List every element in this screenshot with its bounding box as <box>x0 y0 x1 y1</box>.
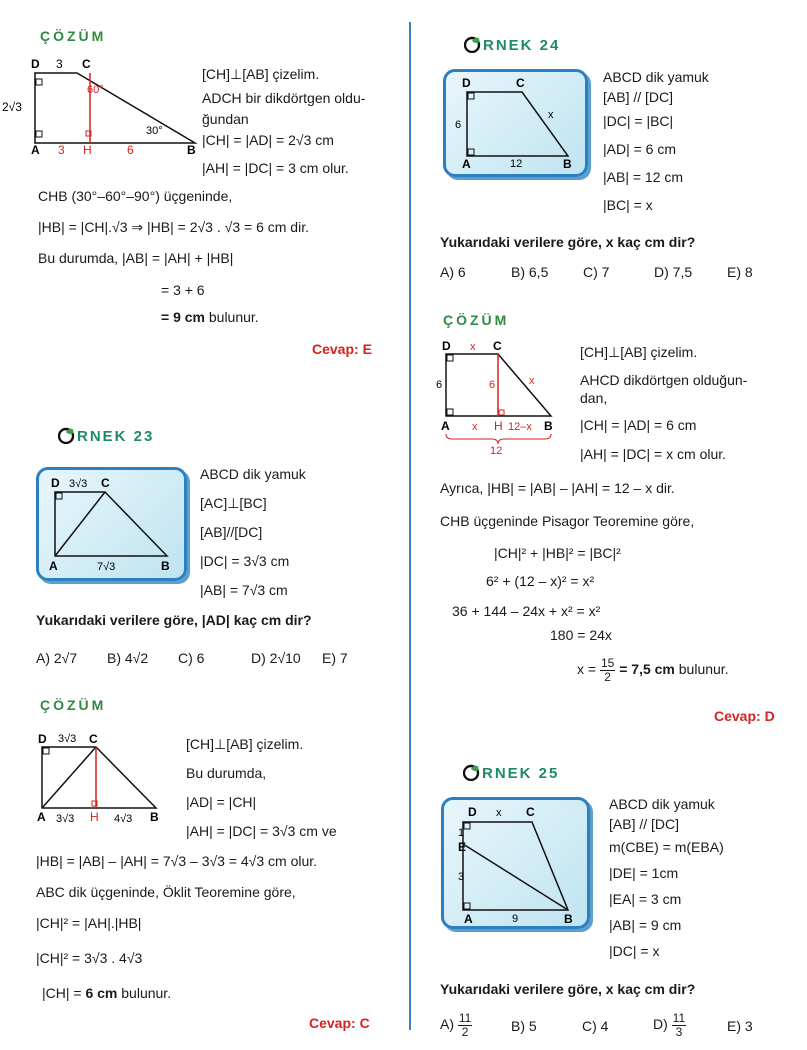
fraction <box>672 1012 686 1039</box>
text-line: 36 + 144 – 24x + x² = x² <box>452 603 601 619</box>
label-x-side: x <box>529 375 535 387</box>
label-ch: 6 <box>489 379 496 391</box>
o-leaf-icon <box>464 36 481 53</box>
result-tail: bulunur. <box>678 661 729 678</box>
choice-d[interactable] <box>653 1012 686 1039</box>
trapezoid-figure-solution1 <box>0 55 200 155</box>
question-text: Yukarıdaki verilere göre, |AD| kaç cm dir? <box>36 612 312 628</box>
text-line: [AB] // [DC] <box>603 89 674 105</box>
text-line: AHCD dikdörtgen olduğun- <box>580 372 748 388</box>
example23-figure-box <box>36 467 187 581</box>
solution-heading: ÇÖZÜM <box>40 28 107 44</box>
text-line: |HB| = |CH|.√3 ⇒ |HB| = 2√3 . √3 = 6 cm dir. <box>38 219 309 235</box>
choice-d[interactable]: D) 7,5 <box>654 264 693 280</box>
choice-b[interactable]: B) 6,5 <box>511 264 549 280</box>
label-dc-3: 3 <box>56 57 63 71</box>
answer-label: Cevap: D <box>714 708 775 724</box>
text-line: |AB| = 7√3 cm <box>200 582 288 598</box>
label-x: x <box>496 807 502 819</box>
label-D: D <box>51 476 60 490</box>
text-line: |CH| = |AD| = 6 cm <box>580 417 697 433</box>
label-C: C <box>82 57 91 71</box>
result-tail: bulunur. <box>208 309 259 325</box>
label-angle-30: 30° <box>146 125 163 137</box>
text-line: |AB| = 12 cm <box>603 169 684 185</box>
example23-givens <box>200 460 306 605</box>
text-line: |DC| = |BC| <box>603 113 674 129</box>
label-ad: 6 <box>436 379 443 391</box>
label-A: A <box>31 143 40 155</box>
label-ah-3: 3 <box>58 143 65 155</box>
example-heading <box>463 764 559 782</box>
text-line: ABCD dik yamuk <box>609 796 715 812</box>
trapezoid-figure-example24 <box>446 72 585 174</box>
label-dc: 3√3 <box>58 733 77 745</box>
example25-givens <box>609 794 724 964</box>
label-A: A <box>37 810 46 824</box>
text-line: Ayrıca, |HB| = |AB| – |AH| = 12 – x dir. <box>440 480 675 496</box>
text-line: ADCH bir dikdörtgen oldu- <box>202 90 366 106</box>
example24-givens <box>603 67 709 219</box>
choice-a[interactable]: A) 2√7 <box>36 650 78 666</box>
text-line: |CH| = |AD| = 2√3 cm <box>202 132 334 148</box>
label-A: A <box>441 419 450 433</box>
text-line: = 3 + 6 <box>161 282 205 298</box>
label-D: D <box>468 805 477 819</box>
label-hb: 12–x <box>508 421 532 433</box>
solution2-givens <box>186 730 337 846</box>
choice-e[interactable]: E) 8 <box>727 264 753 280</box>
example-title: RNEK 23 <box>77 428 155 445</box>
label-hb-6: 6 <box>127 143 134 155</box>
solution1-givens <box>202 62 365 180</box>
solution-heading: ÇÖZÜM <box>40 697 107 713</box>
example-title: RNEK 25 <box>482 765 560 782</box>
fraction-denominator: 2 <box>604 670 611 684</box>
text-line: |AD| = |CH| <box>186 794 257 810</box>
text-line: |AH| = |DC| = 3√3 cm ve <box>186 823 337 839</box>
text-line: ABCD dik yamuk <box>200 466 306 482</box>
label-de: 1 <box>458 827 465 839</box>
label-H: H <box>83 143 92 155</box>
label-D: D <box>38 732 47 746</box>
solution3-givens <box>580 340 747 467</box>
example-heading <box>464 36 560 54</box>
result-value: 6 cm <box>85 985 118 1001</box>
fraction-denominator: 2 <box>461 1025 469 1039</box>
example25-figure-box <box>441 797 590 929</box>
fraction-numerator: 11 <box>672 1011 686 1025</box>
label-ab: 12 <box>510 158 523 170</box>
text-line: Bu durumda, <box>186 765 267 781</box>
text-line: ABCD dik yamuk <box>603 69 709 85</box>
choice-c[interactable]: C) 6 <box>178 650 205 666</box>
text-line: |DE| = 1cm <box>609 865 679 881</box>
text-line: |AH| = |DC| = x cm olur. <box>580 446 727 462</box>
text-line: [CH]⊥[AB] çizelim. <box>580 344 698 360</box>
label-H: H <box>90 810 99 824</box>
text-line: |CH|² = |AH|.|HB| <box>36 915 142 931</box>
text-line: CHB (30°–60°–90°) üçgeninde, <box>38 188 233 204</box>
text-line: |HB| = |AB| – |AH| = 7√3 – 3√3 = 4√3 cm olur. <box>36 853 318 869</box>
text-line: |BC| = x <box>603 197 653 213</box>
label-H: H <box>494 419 503 433</box>
trapezoid-figure-solution3 <box>432 338 567 456</box>
label-ad: 2√3 <box>2 100 22 114</box>
result-value: = 7,5 cm <box>619 661 675 678</box>
label-C: C <box>89 732 98 746</box>
fraction-numerator: 11 <box>458 1011 472 1025</box>
choice-e[interactable]: E) 7 <box>322 650 348 666</box>
choice-c[interactable]: C) 7 <box>583 264 610 280</box>
label-ab: 9 <box>512 913 519 925</box>
text-line: [AC]⊥[BC] <box>200 495 267 511</box>
text-line: |DC| = 3√3 cm <box>200 553 290 569</box>
text-line: 180 = 24x <box>550 627 612 643</box>
result-prefix: x = <box>577 661 597 678</box>
choice-e[interactable]: E) 3 <box>727 1018 753 1034</box>
trapezoid-figure-solution2 <box>34 729 169 824</box>
fraction <box>600 657 615 684</box>
label-B: B <box>150 810 159 824</box>
label-B: B <box>544 419 553 433</box>
label-B: B <box>564 912 573 926</box>
question-text: Yukarıdaki verilere göre, x kaç cm dir? <box>440 981 696 997</box>
trapezoid-figure-example25 <box>444 800 587 926</box>
label-ab: 12 <box>490 445 503 456</box>
result-prefix: |CH| = <box>42 985 82 1001</box>
text-line: |CH|² + |HB|² = |BC|² <box>494 545 621 561</box>
choice-label: A) <box>440 1016 454 1033</box>
label-hb: 4√3 <box>114 813 133 824</box>
o-leaf-icon <box>58 427 75 444</box>
choice-b[interactable]: B) 4√2 <box>107 650 149 666</box>
solution-heading: ÇÖZÜM <box>443 312 510 328</box>
text-line: |DC| = x <box>609 943 660 959</box>
label-ad: 6 <box>455 119 462 131</box>
label-A: A <box>464 912 473 926</box>
text-line: ABC dik üçgeninde, Öklit Teoremine göre, <box>36 884 296 900</box>
choice-b[interactable]: B) 5 <box>511 1018 537 1034</box>
fraction <box>458 1012 472 1039</box>
text-line: Bu durumda, |AB| = |AH| + |HB| <box>38 250 234 266</box>
text-line: m(CBE) = m(EBA) <box>609 839 724 855</box>
label-C: C <box>493 339 502 353</box>
choice-d[interactable]: D) 2√10 <box>251 650 301 666</box>
label-C: C <box>516 76 525 90</box>
label-B: B <box>563 157 572 171</box>
trapezoid-figure-example23 <box>39 470 184 578</box>
label-ab: 7√3 <box>97 561 116 573</box>
question-text: Yukarıdaki verilere göre, x kaç cm dir? <box>440 234 696 250</box>
label-A: A <box>49 559 58 573</box>
text-line: |AH| = |DC| = 3 cm olur. <box>202 160 349 176</box>
fraction-numerator: 15 <box>600 656 615 670</box>
example-heading <box>58 427 154 445</box>
text-line: |EA| = 3 cm <box>609 891 682 907</box>
example-title: RNEK 24 <box>483 37 561 54</box>
label-x-bottom: x <box>472 421 478 433</box>
label-A: A <box>462 157 471 171</box>
label-B: B <box>161 559 170 573</box>
example24-figure-box <box>443 69 588 177</box>
text-line: [AB] // [DC] <box>609 816 680 832</box>
text-line: 6² + (12 – x)² = x² <box>486 573 595 589</box>
label-x-top: x <box>470 341 476 353</box>
label-C: C <box>526 805 535 819</box>
column-divider <box>409 22 411 1030</box>
label-E: E <box>458 840 467 854</box>
choice-a[interactable] <box>440 1012 472 1039</box>
label-angle-60: 60° <box>87 84 104 96</box>
answer-label: Cevap: E <box>312 341 372 357</box>
fraction-denominator: 3 <box>675 1025 683 1039</box>
result-value: = 9 cm <box>161 309 205 325</box>
text-line: [CH]⊥[AB] çizelim. <box>202 66 320 82</box>
text-line: |AD| = 6 cm <box>603 141 677 157</box>
result-line <box>161 309 259 325</box>
text-line: ğundan <box>202 111 249 127</box>
result-line <box>577 657 729 684</box>
label-dc: 3√3 <box>69 478 88 490</box>
label-D: D <box>442 339 451 353</box>
choice-label: D) <box>653 1016 668 1033</box>
text-line: dan, <box>580 390 608 406</box>
label-ea: 3 <box>458 871 465 883</box>
text-line: CHB üçgeninde Pisagor Teoremine göre, <box>440 513 695 529</box>
text-line: |AB| = 9 cm <box>609 917 682 933</box>
label-C: C <box>101 476 110 490</box>
text-line: |CH|² = 3√3 . 4√3 <box>36 950 143 966</box>
label-ah: 3√3 <box>56 813 75 824</box>
o-leaf-icon <box>463 764 480 781</box>
label-B: B <box>187 143 196 155</box>
choice-a[interactable]: A) 6 <box>440 264 466 280</box>
label-D: D <box>462 76 471 90</box>
answer-label: Cevap: C <box>309 1015 370 1031</box>
text-line: [CH]⊥[AB] çizelim. <box>186 736 304 752</box>
text-line: [AB]//[DC] <box>200 524 263 540</box>
choice-c[interactable]: C) 4 <box>582 1018 609 1034</box>
result-line <box>42 985 171 1001</box>
label-x: x <box>548 109 554 121</box>
label-D: D <box>31 57 40 71</box>
result-tail: bulunur. <box>121 985 172 1001</box>
